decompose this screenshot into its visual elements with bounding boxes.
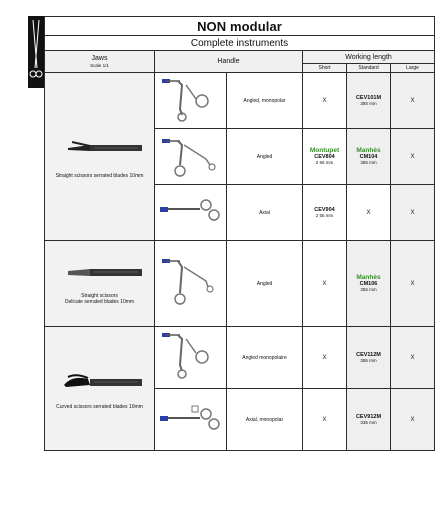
standard-cell bbox=[347, 129, 391, 185]
large-cell: X bbox=[391, 73, 435, 129]
col-jaws bbox=[45, 51, 155, 73]
short-cell: X bbox=[303, 73, 347, 129]
scissors-icon bbox=[28, 16, 44, 88]
handle-image bbox=[155, 185, 227, 241]
table-row bbox=[45, 241, 435, 327]
angled-handle-illustration bbox=[156, 73, 226, 123]
handle-desc: Angled bbox=[227, 241, 303, 327]
table-subtitle: Complete instruments bbox=[45, 36, 435, 51]
length-value: 2 55 mm bbox=[315, 159, 334, 165]
col-large: Large bbox=[391, 64, 435, 73]
brand-name: Montupet bbox=[309, 146, 340, 154]
ref-code: CEV912M bbox=[355, 413, 382, 420]
handle-desc: Axial bbox=[227, 185, 303, 241]
short-cell bbox=[303, 185, 347, 241]
angled-handle-illustration bbox=[156, 329, 226, 381]
angled-handle-illustration bbox=[156, 129, 226, 179]
jaw-curved-scissors bbox=[45, 327, 155, 451]
col-jaws-label: Jaws bbox=[91, 54, 108, 62]
standard-cell bbox=[347, 327, 391, 389]
ref-code: CM106 bbox=[359, 280, 378, 287]
instrument-table bbox=[44, 16, 434, 446]
short-cell: X bbox=[303, 389, 347, 451]
section-tab bbox=[28, 16, 44, 88]
handle-image bbox=[155, 389, 227, 451]
axial-handle-illustration bbox=[156, 185, 226, 235]
handle-image bbox=[155, 73, 227, 129]
length-value: 335 mm bbox=[360, 419, 377, 425]
jaw-caption-2: Delicate serrated blades 10mm bbox=[64, 299, 135, 305]
ref-code: CM104 bbox=[359, 153, 378, 160]
brand-name: Manhès bbox=[356, 146, 381, 154]
length-value: 355 mm bbox=[360, 100, 377, 106]
col-handle: Handle bbox=[155, 51, 303, 73]
curved-jaw-illustration bbox=[50, 367, 150, 395]
short-cell bbox=[303, 129, 347, 185]
jaw-caption: Straight scissors serrated blades 10mm bbox=[55, 173, 144, 179]
axial-handle-illustration bbox=[156, 392, 226, 442]
col-short: Short bbox=[303, 64, 347, 73]
jaw-straight-scissors bbox=[45, 73, 155, 241]
standard-cell bbox=[347, 389, 391, 451]
standard-cell bbox=[347, 73, 391, 129]
jaw-caption: Curved scissors serrated blades 10mm bbox=[56, 404, 143, 410]
length-value: 355 mm bbox=[360, 159, 377, 165]
jaw-delicate-scissors bbox=[45, 241, 155, 327]
large-cell: X bbox=[391, 185, 435, 241]
angled-handle-illustration bbox=[156, 253, 226, 309]
handle-desc: Angled, monopolar bbox=[227, 73, 303, 129]
straight-delicate-jaw-illustration bbox=[50, 262, 150, 284]
ref-code: CEV112M bbox=[356, 351, 381, 358]
handle-desc: Axial, monopolar bbox=[227, 389, 303, 451]
standard-cell: X bbox=[347, 185, 391, 241]
table-row bbox=[45, 327, 435, 389]
large-cell: X bbox=[391, 389, 435, 451]
ref-code: CEV101M bbox=[355, 94, 382, 101]
length-value: 2 55 mm bbox=[315, 212, 334, 218]
handle-desc: Angled bbox=[227, 129, 303, 185]
brand-name: Manhès bbox=[356, 273, 381, 281]
col-working-length: Working length bbox=[303, 51, 435, 64]
length-value: 355 mm bbox=[360, 357, 377, 363]
ref-code: CEV904 bbox=[314, 206, 335, 213]
short-cell: X bbox=[303, 327, 347, 389]
large-cell: X bbox=[391, 327, 435, 389]
short-cell: X bbox=[303, 241, 347, 327]
table-row bbox=[45, 73, 435, 129]
handle-image bbox=[155, 129, 227, 185]
ref-code: CEV804 bbox=[314, 153, 335, 160]
large-cell: X bbox=[391, 241, 435, 327]
handle-desc: Angled monopolaire bbox=[227, 327, 303, 389]
handle-image bbox=[155, 327, 227, 389]
jaw-caption: Straight scissors bbox=[81, 293, 118, 299]
straight-jaw-illustration bbox=[50, 134, 150, 164]
length-value: 355 mm bbox=[360, 286, 377, 292]
table-title: NON modular bbox=[45, 17, 435, 36]
large-cell: X bbox=[391, 129, 435, 185]
col-jaws-scale: Scale 1/1 bbox=[90, 62, 109, 68]
col-standard: Standard bbox=[347, 64, 391, 73]
standard-cell bbox=[347, 241, 391, 327]
handle-image bbox=[155, 241, 227, 327]
